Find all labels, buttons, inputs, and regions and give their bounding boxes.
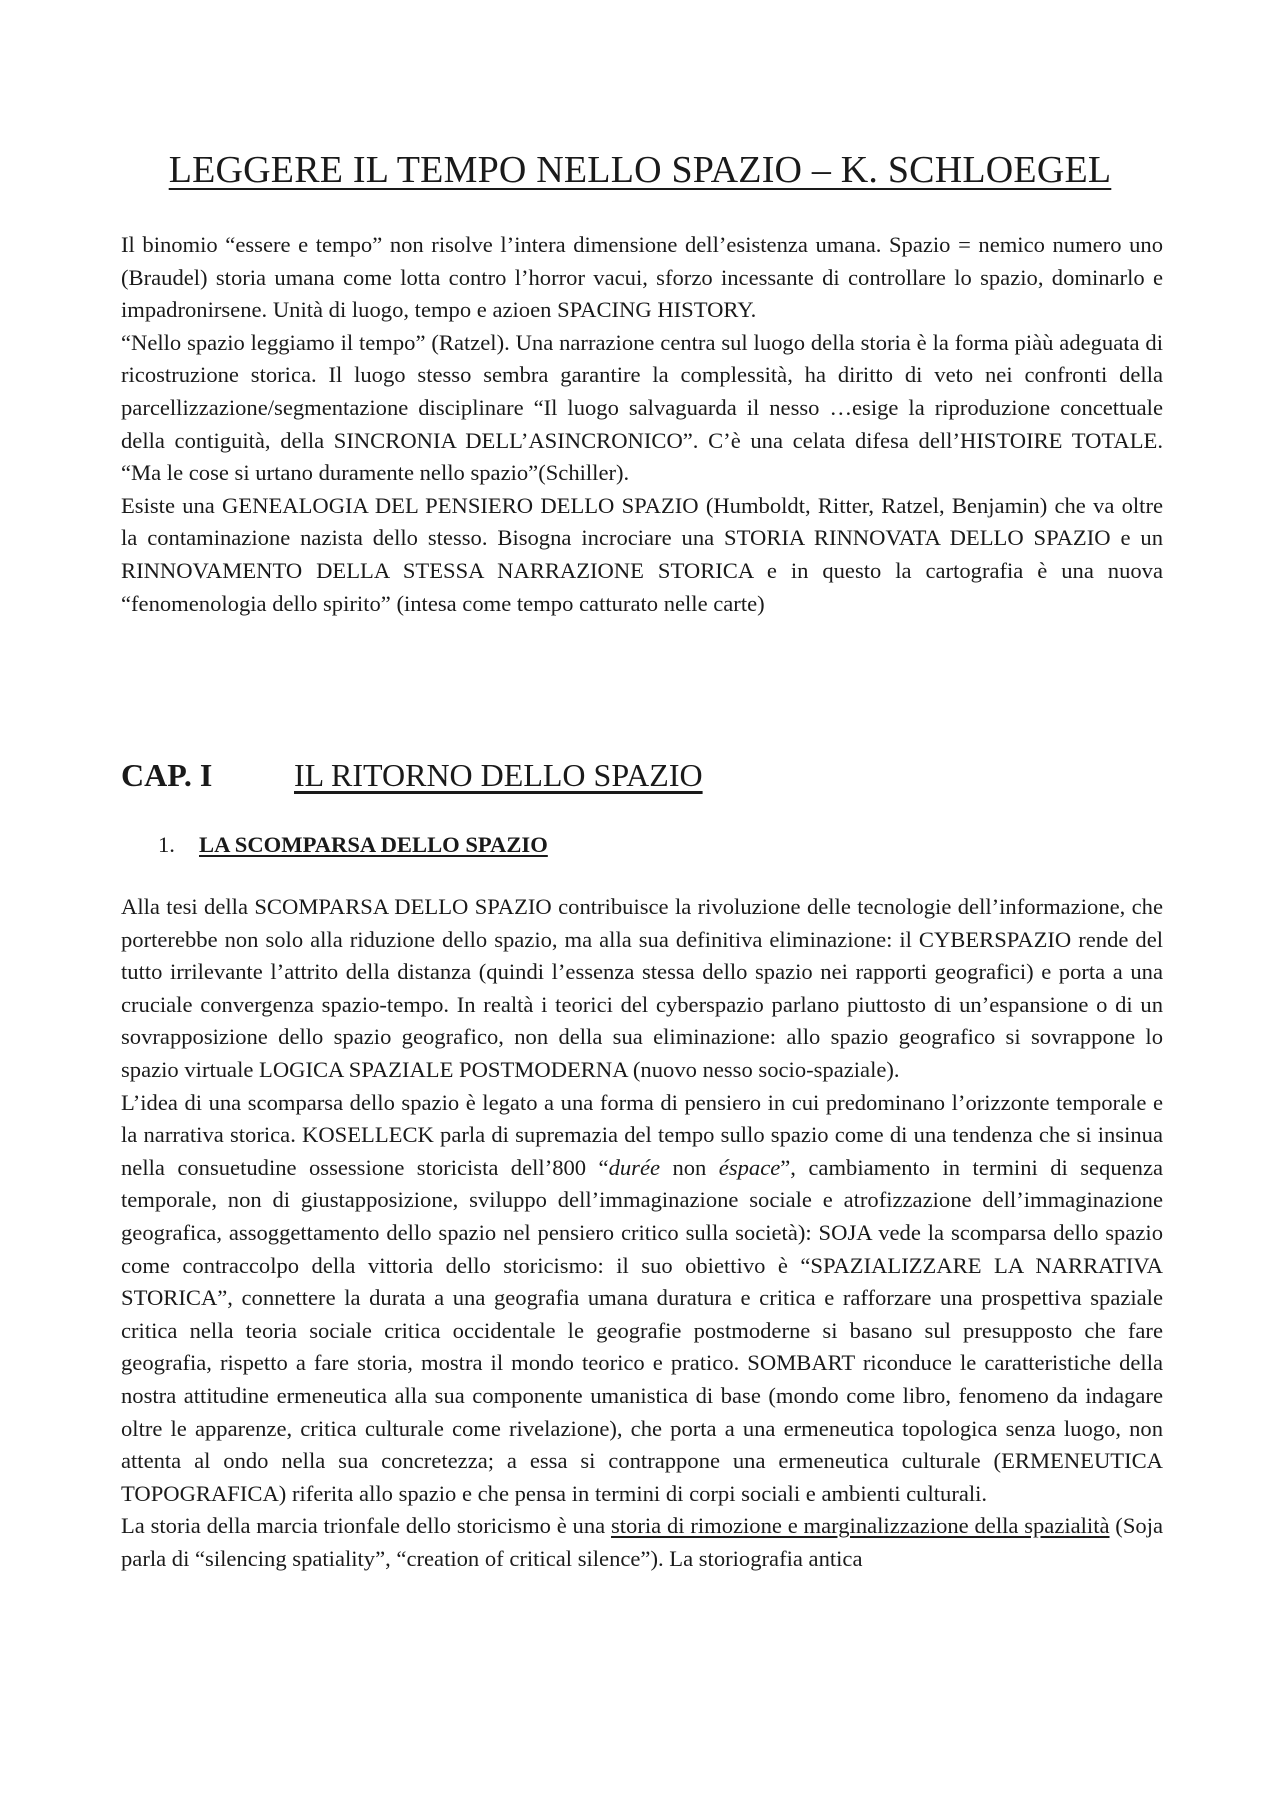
body-paragraph: Alla tesi della SCOMPARSA DELLO SPAZIO contribuisce la rivoluzione delle tecnologie dell’informazione, che porterebbe non solo alla riduzione dello spazio, ma alla sua definitiva eliminazione: il CYBERSPAZIO rende del tutto irrilevante l’attrito della distanza (quindi l’essenza stessa dello spazio nei rapporti geografici) e porta a una cruciale convergenza spazio-tempo. In realtà i teorici del cyberspazio parlano piuttosto di un’espansione o di un sovrapposizione dello spazio geografico, non della sua eliminazione: allo spazio geografico si sovrappone lo spazio virtuale LOGICA SPAZIALE POSTMODERNA (nuovo nesso socio-spaziale). [121,894,1163,1082]
section-title: LA SCOMPARSA DELLO SPAZIO [199,832,548,857]
section-number: 1. [158,832,175,857]
italic-term: éspace [718,1154,781,1180]
italic-term: durée [608,1154,661,1180]
body-text-run: (Soja parla di “silencing spatiality”, “creation of critical silence”). La storiografia antica [121,1513,1163,1571]
body-paragraph [121,1510,1163,1575]
body-paragraph [121,1087,1163,1511]
chapter-number: CAP. I [121,757,213,793]
body-text-run: L’idea di una scomparsa dello spazio è legato a una forma di pensiero in cui predominano l’orizzonte temporale e la narrativa storica. KOSELLECK parla di supremazia del tempo sullo spazio come di una tendenza che si insinua nella consuetudine ossessione storicista dell’800 “ [121,1089,1163,1180]
body-text-run: non [660,1154,719,1180]
underlined-phrase: storia di rimozione e marginalizzazione della spazialità [610,1513,1110,1539]
intro-paragraph: “Nello spazio leggiamo il tempo” (Ratzel). Una narrazione centra sul luogo della storia è la forma piàù adeguata di ricostruzione storica. Il luogo stesso sembra garantire la complessità, ha diritto di veto nei confronti della parcellizzazione/segmentazione disciplinare “Il luogo salvaguarda il nesso …esige la riproduzione concettuale della contiguità, della SINCRONIA DELL’ASINCRONICO”. C’è una celata difesa dell’HISTOIRE TOTALE. “Ma le cose si urtano duramente nello spazio”(Schiller). [121,329,1163,486]
section-heading [158,829,548,861]
body-text-run: La storia della marcia trionfale dello storicismo è una [121,1513,611,1539]
intro-text [121,229,1163,620]
intro-paragraph: Esiste una GENEALOGIA DEL PENSIERO DELLO SPAZIO (Humboldt, Ritter, Ratzel, Benjamin) che va oltre la contaminazione nazista dello stesso. Bisogna incrociare una STORIA RINNOVATA DELLO SPAZIO e un RINNOVAMENTO DELLA STESSA NARRAZIONE STORICA e in questo la cartografia è una nuova “fenomenologia dello spirito” (intesa come tempo catturato nelle carte) [121,492,1163,616]
chapter-heading [121,752,703,798]
intro-paragraph: Il binomio “essere e tempo” non risolve l’intera dimensione dell’esistenza umana. Spazio = nemico numero uno (Braudel) storia umana come lotta contro l’horror vacui, sforzo incessante di controllare lo spazio, dominarlo e impadronirsene. Unità di luogo, tempo e azioen SPACING HISTORY. [121,232,1163,323]
body-text-run: ”, cambiamento in termini di sequenza temporale, non di giustapposizione, sviluppo dell’immaginazione sociale e atrofizzazione dell’immaginazione geografica, assoggettamento dello spazio nel pensiero critico sulla società): SOJA vede la scomparsa dello spazio come contraccolpo della vittoria dello storicismo: il suo obiettivo è “SPAZIALIZZARE LA NARRATIVA STORICA”, connettere la durata a una geografia umana duratura e critica e rafforzare una prospettiva spaziale critica nella teoria sociale critica occidentale le geografie postmoderne si basano sul presupposto che fare geografia, rispetto a fare storia, mostra il mondo teorico e pratico. SOMBART riconduce le caratteristiche della nostra attitudine ermeneutica alla sua componente umanistica di base (mondo come libro, fenomeno da indagare oltre le apparenze, critica culturale come rivelazione), che porta a una ermeneutica topologica senza luogo, non attenta al ondo nella sua concretezza; a essa si contrappone una ermeneutica culturale (ERMENEUTICA TOPOGRAFICA) riferita allo spazio e che pensa in termini di corpi sociali e ambienti culturali. [121,1154,1164,1506]
section-body [121,891,1163,1575]
chapter-title: IL RITORNO DELLO SPAZIO [294,757,703,793]
document-title: LEGGERE IL TEMPO NELLO SPAZIO – K. SCHLOEGEL [168,149,1112,191]
